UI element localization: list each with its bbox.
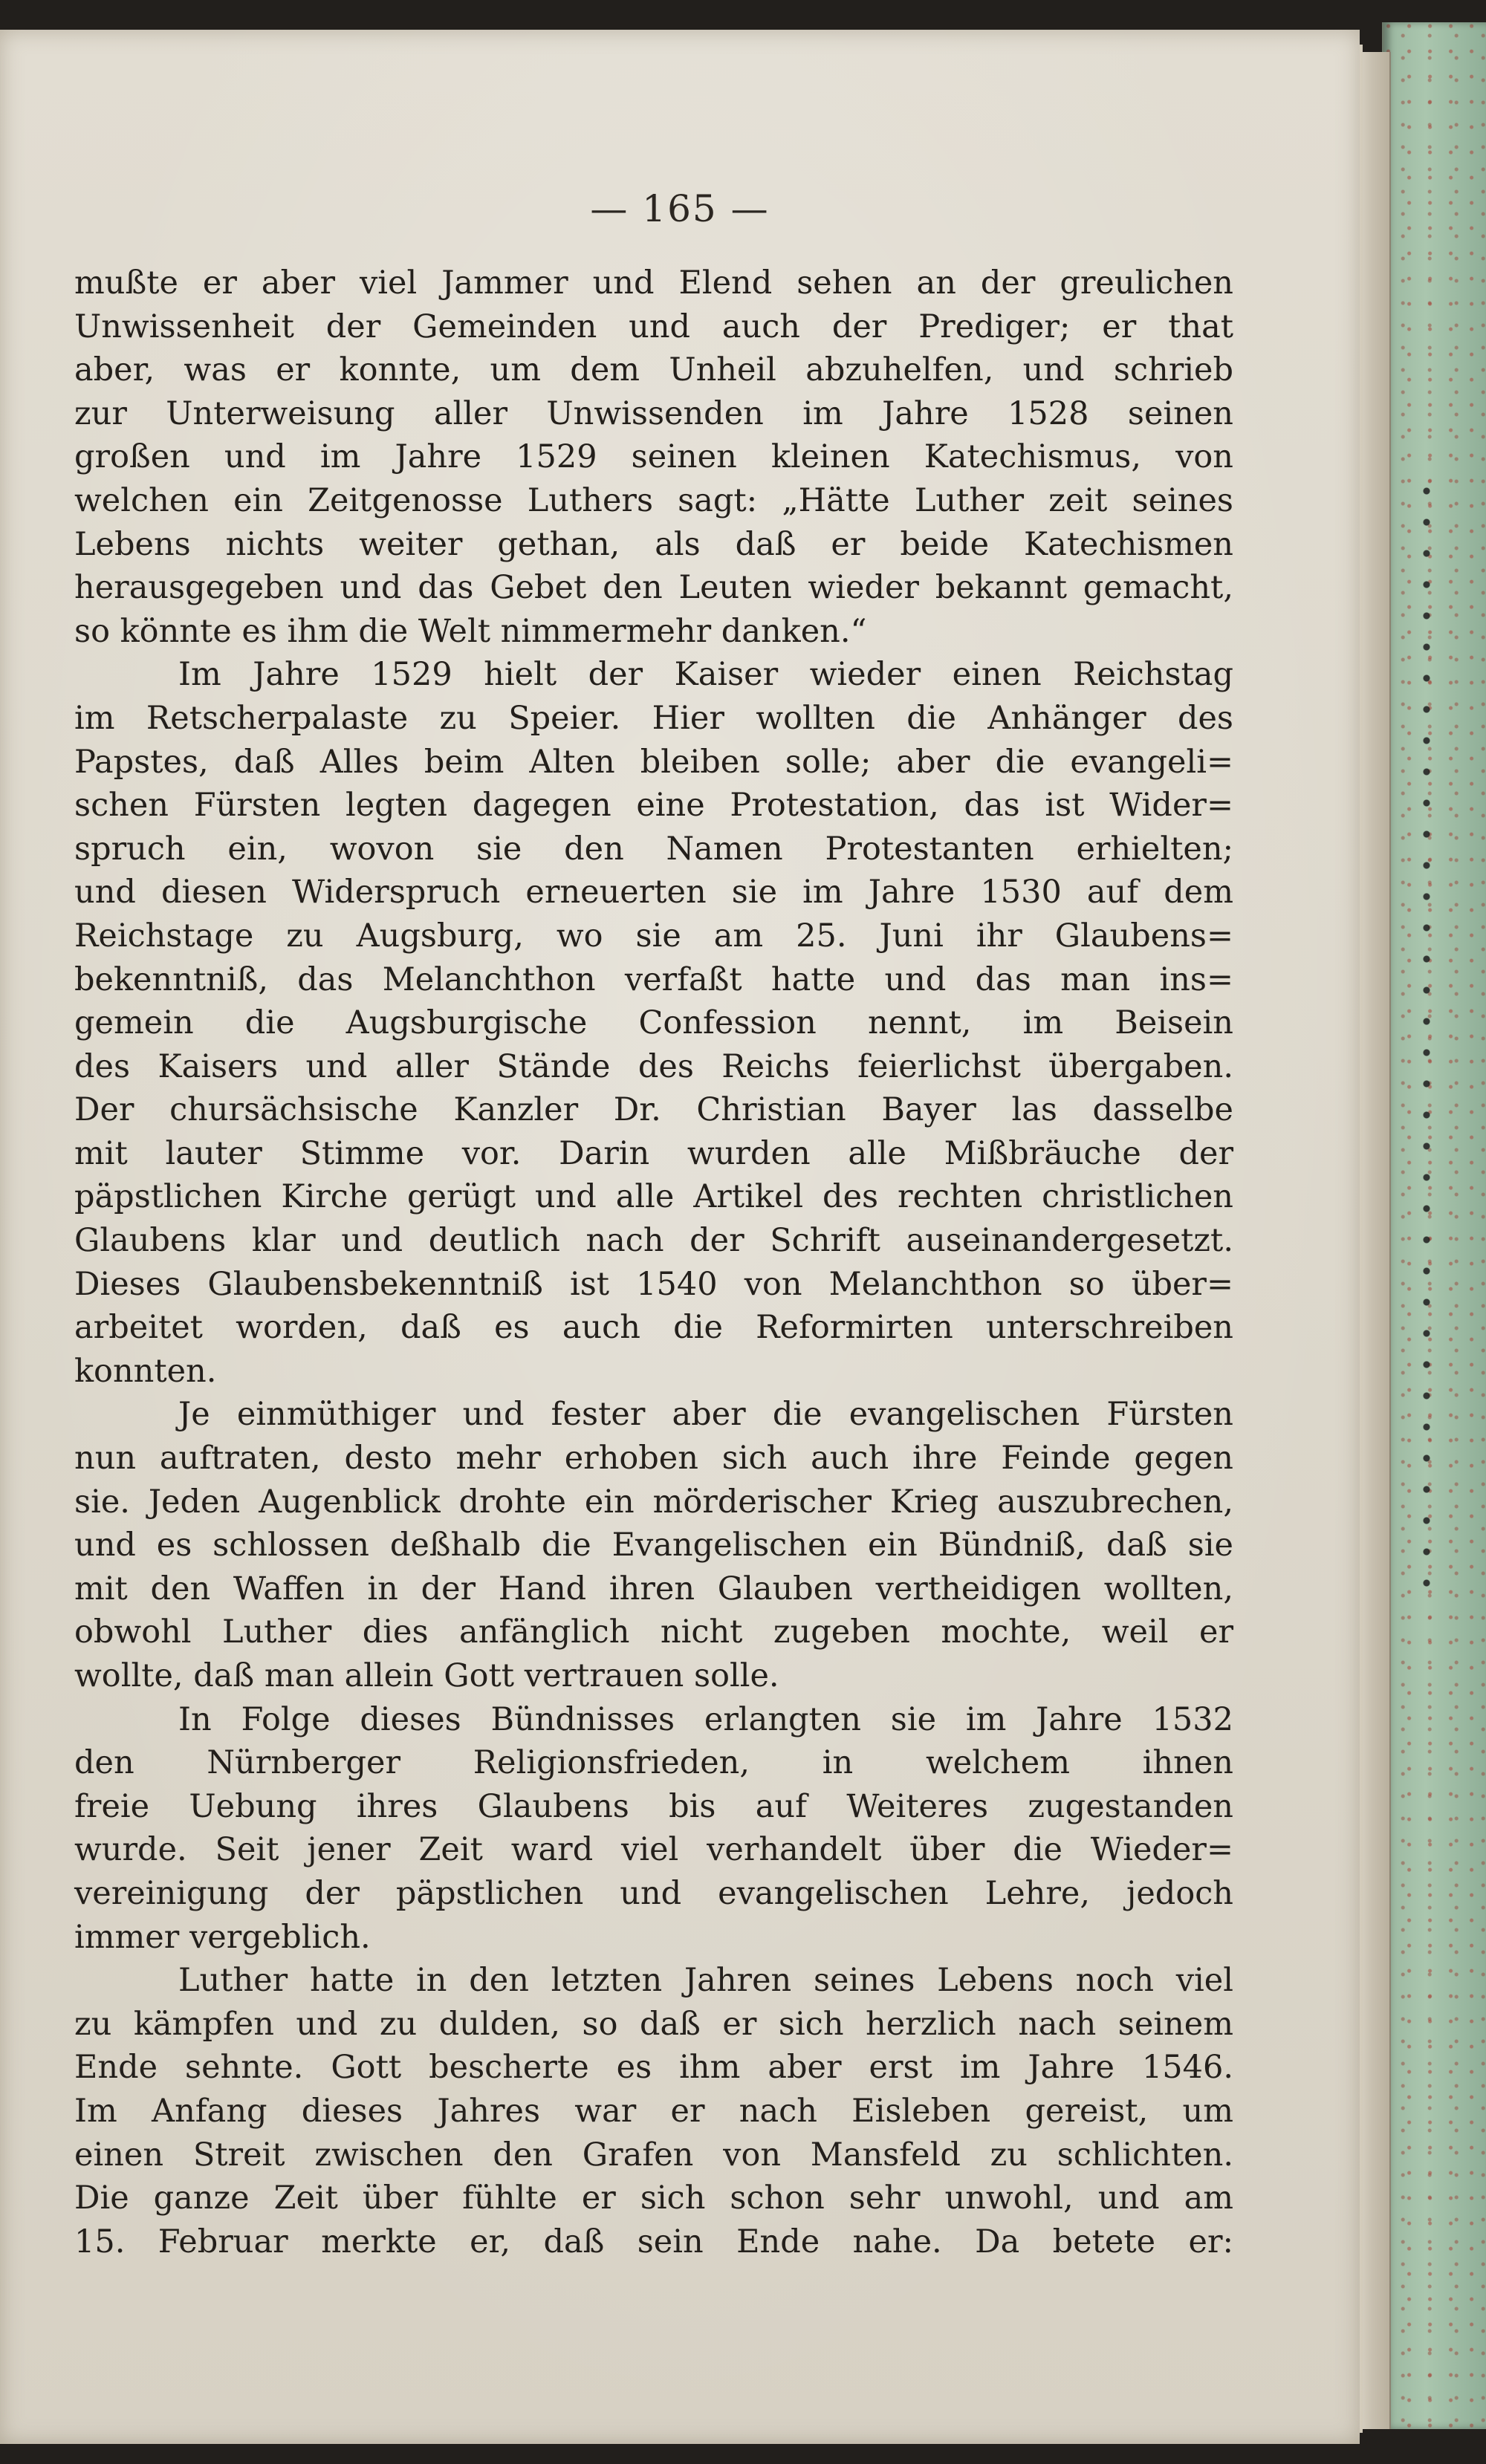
text-line: spruch ein, wovon sie den Namen Protestanten erhielten; bbox=[74, 830, 1233, 868]
page-number: — 165 — bbox=[590, 187, 770, 230]
text-line: Im Jahre 1529 hielt der Kaiser wieder einen Reichstag bbox=[178, 656, 1233, 694]
text-line: Unwissenheit der Gemeinden und auch der Prediger; er that bbox=[74, 308, 1233, 345]
text-line: In Folge dieses Bündnisses erlangten sie im Jahre 1532 bbox=[178, 1700, 1233, 1738]
text-line: Je einmüthiger und fester aber die evangelischen Fürsten bbox=[178, 1396, 1233, 1434]
text-line: Die ganze Zeit über fühlte er sich schon sehr unwohl, und am bbox=[74, 2179, 1233, 2217]
text-line: und diesen Widerspruch erneuerten sie im Jahre 1530 auf dem bbox=[74, 874, 1233, 911]
text-line: Im Anfang dieses Jahres war er nach Eisleben gereist, um bbox=[74, 2092, 1233, 2130]
text-line: zu kämpfen und zu dulden, so daß er sich herzlich nach seinem bbox=[74, 2005, 1233, 2043]
text-line: nun auftraten, desto mehr erhoben sich auch ihre Feinde gegen bbox=[74, 1440, 1233, 1478]
text-line: wurde. Seit jener Zeit ward viel verhandelt über die Wieder= bbox=[74, 1831, 1233, 1869]
text-line: Papstes, daß Alles beim Alten bleiben solle; aber die evangeli= bbox=[74, 743, 1233, 781]
text-line: den Nürnberger Religionsfrieden, in welchem ihnen bbox=[74, 1744, 1233, 1782]
text-line: sie. Jeden Augenblick drohte ein mörderischer Krieg auszubrechen, bbox=[74, 1483, 1233, 1521]
text-line: obwohl Luther dies anfänglich nicht zugeben mochte, weil er bbox=[74, 1613, 1233, 1651]
text-line: Der chursächsische Kanzler Dr. Christian Bayer las dasselbe bbox=[74, 1091, 1233, 1129]
text-line: mußte er aber viel Jammer und Elend sehen an der greulichen bbox=[74, 264, 1233, 302]
text-line: konnten. bbox=[74, 1352, 217, 1390]
text-line: mit den Waffen in der Hand ihren Glauben vertheidigen wollten, bbox=[74, 1570, 1233, 1608]
text-line: welchen ein Zeitgenosse Luthers sagt: „Hätte Luther zeit seines bbox=[74, 481, 1233, 519]
text-line: schen Fürsten legten dagegen eine Protestation, das ist Wider= bbox=[74, 787, 1233, 825]
text-line: aber, was er konnte, um dem Unheil abzuhelfen, und schrieb bbox=[74, 351, 1233, 389]
text-line: so könnte es ihm die Welt nimmermehr danken.“ bbox=[74, 612, 867, 650]
text-line: einen Streit zwischen den Grafen von Mansfeld zu schlichten. bbox=[74, 2136, 1233, 2174]
text-line: im Retscherpalaste zu Speier. Hier wollten die Anhänger des bbox=[74, 699, 1233, 737]
body-text bbox=[74, 261, 1233, 2263]
text-line: gemein die Augsburgische Confession nennt, im Beisein bbox=[74, 1004, 1233, 1042]
text-line: Luther hatte in den letzten Jahren seines Lebens noch viel bbox=[178, 1962, 1233, 2000]
text-line: bekenntniß, das Melanchthon verfaßt hatte und das man ins= bbox=[74, 960, 1233, 998]
text-line: großen und im Jahre 1529 seinen kleinen Katechismus, von bbox=[74, 438, 1233, 476]
text-line: zur Unterweisung aller Unwissenden im Jahre 1528 seinen bbox=[74, 394, 1233, 432]
text-line: Lebens nichts weiter gethan, als daß er beide Katechismen bbox=[74, 525, 1233, 563]
text-line: vereinigung der päpstlichen und evangelischen Lehre, jedoch bbox=[74, 1874, 1233, 1912]
text-line: freie Uebung ihres Glaubens bis auf Weiteres zugestanden bbox=[74, 1787, 1233, 1825]
cover-pattern bbox=[1415, 475, 1438, 1590]
text-line: und es schlossen deßhalb die Evangelischen ein Bündniß, daß sie bbox=[74, 1527, 1233, 1564]
text-line: arbeitet worden, daß es auch die Reformirten unterschreiben bbox=[74, 1309, 1233, 1347]
text-line: Ende sehnte. Gott bescherte es ihm aber erst im Jahre 1546. bbox=[74, 2049, 1233, 2087]
text-line: immer vergeblich. bbox=[74, 1918, 371, 1956]
text-line: Reichstage zu Augsburg, wo sie am 25. Juni ihr Glaubens= bbox=[74, 917, 1233, 955]
text-line: Glaubens klar und deutlich nach der Schrift auseinandergesetzt. bbox=[74, 1222, 1233, 1260]
text-line: herausgegeben und das Gebet den Leuten wieder bekannt gemacht, bbox=[74, 569, 1233, 607]
text-line: päpstlichen Kirche gerügt und alle Artikel des rechten christlichen bbox=[74, 1178, 1233, 1216]
text-line: des Kaisers und aller Stände des Reichs feierlichst übergaben. bbox=[74, 1047, 1233, 1085]
book-page bbox=[0, 30, 1360, 2444]
text-line: wollte, daß man allein Gott vertrauen solle. bbox=[74, 1657, 779, 1694]
text-line: Dieses Glaubensbekenntniß ist 1540 von Melanchthon so über= bbox=[74, 1265, 1233, 1303]
text-line: 15. Februar merkte er, daß sein Ende nahe. Da betete er: bbox=[74, 2223, 1233, 2260]
page-stack-edge bbox=[1360, 52, 1391, 2429]
text-line: mit lauter Stimme vor. Darin wurden alle Mißbräuche der bbox=[74, 1134, 1233, 1172]
